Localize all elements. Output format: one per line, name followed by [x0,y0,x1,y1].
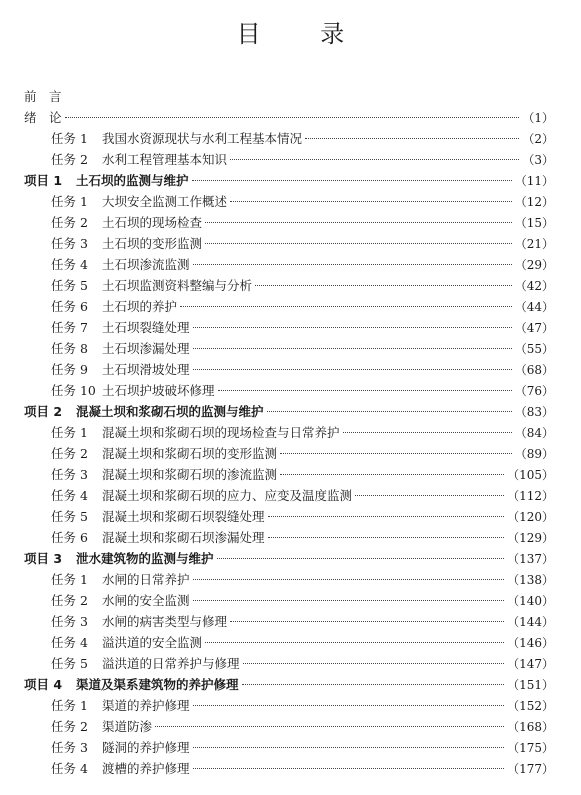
page-number: （2） [522,132,554,146]
entry-label [51,737,190,758]
page-number: （129） [507,531,554,545]
entry-label [51,317,190,338]
entry-number: 任务 3 [51,614,88,629]
entry-title: 泄水建筑物的监测与维护 [76,551,214,566]
toc-project-entry[interactable] [24,170,554,191]
page-number: （68） [514,363,554,377]
page-number: （12） [514,195,554,209]
toc-project-entry[interactable] [24,548,554,569]
toc-task-entry[interactable] [24,590,554,611]
entry-title: 土石坝裂缝处理 [102,320,190,335]
entry-label [51,128,302,149]
entry-title: 水闸的日常养护 [102,572,190,587]
dot-leader [305,138,519,139]
dot-leader [217,558,505,559]
page-number: （89） [514,447,554,461]
page-number: （168） [507,720,554,734]
dot-leader [193,768,505,769]
entry-title: 土石坝的现场检查 [102,215,203,230]
toc-task-entry[interactable] [24,422,554,443]
toc-task-entry[interactable] [24,317,554,338]
page-number: （21） [514,237,554,251]
dot-leader [193,327,512,328]
page-number: （137） [507,552,554,566]
dot-leader [218,390,512,391]
entry-title: 土石坝渗流监测 [102,257,190,272]
entry-label [51,569,190,590]
entry-title: 渡槽的养护修理 [102,761,190,776]
toc-entry[interactable] [24,86,554,107]
entry-title: 土石坝的变形监测 [102,236,203,251]
toc-task-entry[interactable] [24,632,554,653]
entry-title: 混凝土坝和浆砌石坝的监测与维护 [76,404,264,419]
entry-title: 混凝土坝和浆砌石坝渗漏处理 [102,530,265,545]
entry-number: 任务 4 [51,257,88,272]
entry-title: 我国水资源现状与水利工程基本情况 [102,131,303,146]
entry-title: 水闸的病害类型与修理 [102,614,228,629]
dot-leader [268,537,505,538]
entry-number: 任务 1 [51,572,88,587]
page-number: （112） [507,489,554,503]
dot-leader [155,726,504,727]
page-number: （146） [507,636,554,650]
entry-label [51,359,190,380]
entry-number: 任务 1 [51,698,88,713]
toc-task-entry[interactable] [24,338,554,359]
page-number: （151） [507,678,554,692]
entry-title: 渠道防渗 [102,719,153,734]
toc-task-entry[interactable] [24,464,554,485]
dot-leader [193,747,505,748]
entry-number: 任务 6 [51,299,88,314]
entry-title: 土石坝渗漏处理 [102,341,190,356]
toc-task-entry[interactable] [24,653,554,674]
entry-label [51,296,177,317]
page-number: （42） [514,279,554,293]
toc-task-entry[interactable] [24,191,554,212]
entry-label [24,674,239,695]
entry-title: 水闸的安全监测 [102,593,190,608]
entry-label [24,86,62,107]
entry-label [51,653,240,674]
toc-task-entry[interactable] [24,569,554,590]
toc-task-entry[interactable] [24,275,554,296]
entry-title: 混凝土坝和浆砌石坝的变形监测 [102,446,278,461]
dot-leader [193,369,512,370]
entry-number: 任务 2 [51,719,88,734]
entry-title: 土石坝滑坡处理 [102,362,190,377]
dot-leader [205,642,504,643]
entry-number: 前 言 [24,89,62,104]
entry-number: 任务 3 [51,236,88,251]
dot-leader [255,285,512,286]
page-number: （140） [507,594,554,608]
entry-label [24,548,214,569]
entry-number: 任务 7 [51,320,88,335]
dot-leader [230,201,512,202]
page-number: （15） [514,216,554,230]
dot-leader [280,474,504,475]
page-number: （29） [514,258,554,272]
entry-label [51,149,227,170]
page-number: （76） [514,384,554,398]
dot-leader [65,117,520,118]
entry-number: 任务 3 [51,467,88,482]
entry-title: 混凝土坝和浆砌石坝的应力、应变及温度监测 [102,488,353,503]
table-of-contents [24,86,554,779]
dot-leader [192,180,512,181]
entry-number: 项目 4 [24,677,63,692]
entry-label [51,611,227,632]
entry-label [24,170,189,191]
dot-leader [205,243,512,244]
page-number: （55） [514,342,554,356]
toc-task-entry[interactable] [24,506,554,527]
entry-number: 任务 8 [51,341,88,356]
dot-leader [193,264,512,265]
toc-task-entry[interactable] [24,359,554,380]
dot-leader [280,453,512,454]
dot-leader [230,621,504,622]
entry-number: 项目 1 [24,173,63,188]
page-number: （177） [507,762,554,776]
entry-title: 渠道及渠系建筑物的养护修理 [76,677,239,692]
entry-title: 溢洪道的安全监测 [102,635,203,650]
dot-leader [243,663,505,664]
entry-number: 任务 10 [51,383,96,398]
entry-label [51,422,340,443]
dot-leader [343,432,512,433]
entry-number: 任务 3 [51,740,88,755]
entry-label [51,233,202,254]
entry-number: 绪 论 [24,110,62,125]
dot-leader [193,348,512,349]
entry-number: 任务 1 [51,131,88,146]
entry-number: 任务 2 [51,152,88,167]
entry-label [51,527,265,548]
entry-number: 任务 5 [51,278,88,293]
entry-title: 混凝土坝和浆砌石坝的渗流监测 [102,467,278,482]
entry-number: 任务 1 [51,425,88,440]
dot-leader [230,159,519,160]
entry-label [51,464,277,485]
toc-task-entry[interactable] [24,527,554,548]
entry-label [51,632,202,653]
entry-title: 大坝安全监测工作概述 [102,194,228,209]
entry-number: 任务 2 [51,593,88,608]
entry-title: 溢洪道的日常养护与修理 [102,656,240,671]
entry-title: 混凝土坝和浆砌石坝的现场检查与日常养护 [102,425,340,440]
entry-label [51,275,252,296]
dot-leader [268,516,505,517]
entry-title: 土石坝的养护 [102,299,178,314]
toc-task-entry[interactable] [24,254,554,275]
toc-task-entry[interactable] [24,611,554,632]
entry-title: 水利工程管理基本知识 [102,152,228,167]
entry-label [24,401,264,422]
entry-label [51,506,265,527]
entry-title: 渠道的养护修理 [102,698,190,713]
entry-label [51,590,190,611]
entry-number: 任务 2 [51,215,88,230]
toc-task-entry[interactable] [24,296,554,317]
entry-number: 任务 4 [51,635,88,650]
toc-task-entry[interactable] [24,695,554,716]
dot-leader [355,495,504,496]
entry-label [51,380,215,401]
entry-label [51,254,190,275]
entry-number: 任务 6 [51,530,88,545]
toc-task-entry[interactable] [24,485,554,506]
dot-leader [193,600,505,601]
page-number: （138） [507,573,554,587]
entry-number: 任务 5 [51,509,88,524]
entry-title: 土石坝护坡破坏修理 [102,383,215,398]
entry-label [51,716,152,737]
entry-label [51,485,352,506]
entry-number: 项目 2 [24,404,63,419]
toc-task-entry[interactable] [24,737,554,758]
dot-leader [193,579,505,580]
entry-label [51,443,277,464]
page-number: （11） [514,174,554,188]
page-number: （120） [507,510,554,524]
entry-number: 任务 9 [51,362,88,377]
dot-leader [180,306,512,307]
toc-project-entry[interactable] [24,401,554,422]
dot-leader [242,684,505,685]
entry-number: 任务 4 [51,488,88,503]
entry-label [51,695,190,716]
toc-task-entry[interactable] [24,128,554,149]
page-number: （83） [514,405,554,419]
toc-task-entry[interactable] [24,443,554,464]
page-number: （1） [522,111,554,125]
entry-label [51,758,190,779]
entry-number: 任务 4 [51,761,88,776]
page-number: （175） [507,741,554,755]
entry-label [51,338,190,359]
entry-label [51,191,227,212]
page-number: （47） [514,321,554,335]
page-number: （147） [507,657,554,671]
toc-task-entry[interactable] [24,716,554,737]
entry-number: 项目 3 [24,551,63,566]
entry-label [51,212,202,233]
entry-title: 混凝土坝和浆砌石坝裂缝处理 [102,509,265,524]
entry-label [24,107,62,128]
page-number: （84） [514,426,554,440]
toc-project-entry[interactable] [24,674,554,695]
entry-number: 任务 2 [51,446,88,461]
entry-title: 土石坝监测资料整编与分析 [102,278,253,293]
dot-leader [267,411,512,412]
toc-task-entry[interactable] [24,149,554,170]
entry-number: 任务 1 [51,194,88,209]
page-number: （152） [507,699,554,713]
toc-entry[interactable] [24,107,554,128]
toc-task-entry[interactable] [24,233,554,254]
entry-number: 任务 5 [51,656,88,671]
toc-task-entry[interactable] [24,212,554,233]
page-number: （44） [514,300,554,314]
page-number: （105） [507,468,554,482]
page-title: 目 录 [236,20,371,48]
toc-task-entry[interactable] [24,758,554,779]
dot-leader [193,705,505,706]
toc-task-entry[interactable] [24,380,554,401]
entry-title: 土石坝的监测与维护 [76,173,189,188]
page-number: （144） [507,615,554,629]
dot-leader [205,222,512,223]
entry-title: 隧洞的养护修理 [102,740,190,755]
page-number: （3） [522,153,554,167]
